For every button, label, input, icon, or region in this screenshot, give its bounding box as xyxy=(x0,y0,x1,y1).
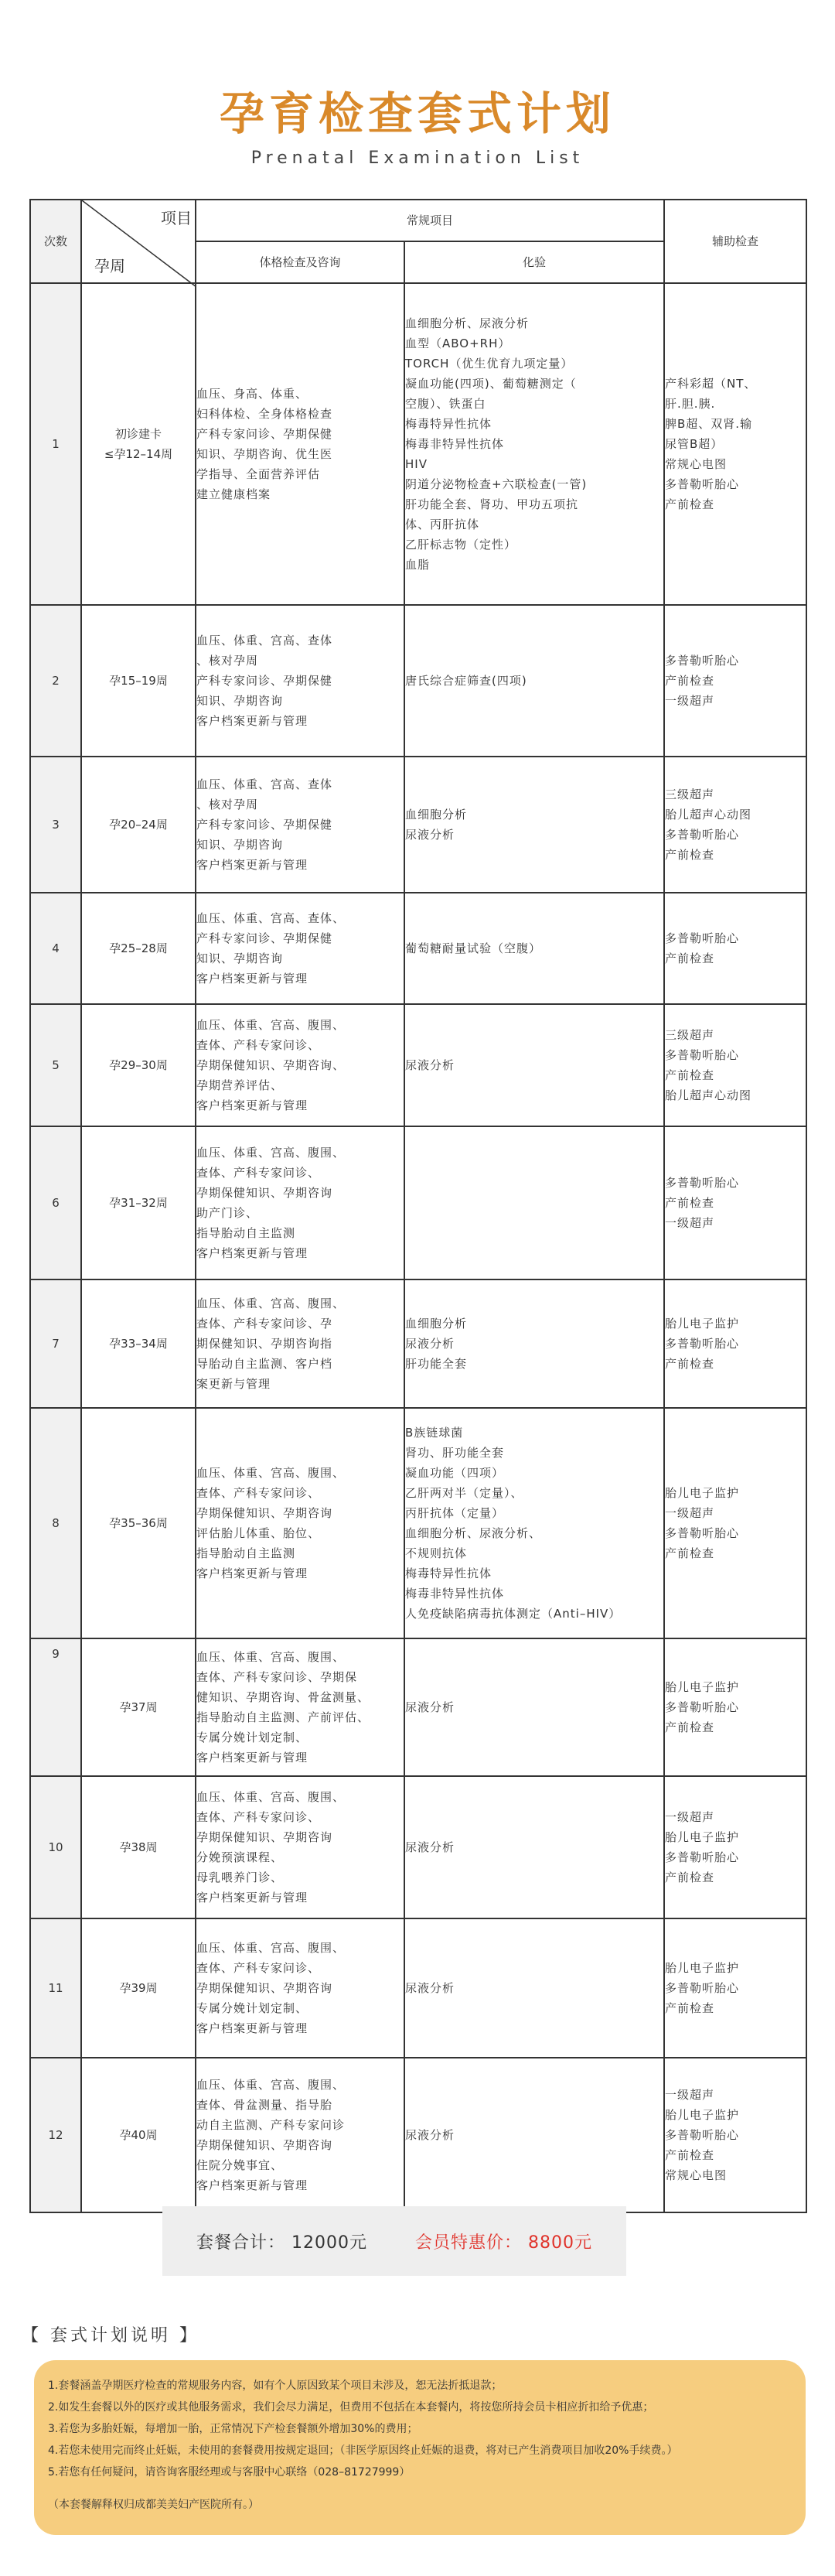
row-lab-tests xyxy=(404,757,664,893)
row-number: 10 xyxy=(30,1776,81,1918)
lab-line: 乙肝两对半（定量）、 xyxy=(405,1486,523,1500)
week-line: 初诊建卡 xyxy=(114,427,162,441)
table-row xyxy=(30,893,806,1004)
physical-line: 血压、体重、宫高、腹围、 xyxy=(196,1650,346,1664)
aux-line: 多普勒听胎心 xyxy=(665,654,740,668)
aux-line: 产前检查 xyxy=(665,2148,715,2162)
physical-line: 知识、孕期咨询 xyxy=(196,694,284,708)
physical-line: 查体、骨盆测量、指导胎 xyxy=(196,2098,333,2112)
lab-line: 血细胞分析 xyxy=(405,1317,468,1331)
row-aux-exam xyxy=(664,2058,806,2212)
physical-line: 学指导、全面营养评估 xyxy=(196,467,321,481)
physical-line: 专属分娩计划定制、 xyxy=(196,1730,308,1744)
aux-line: 产前检查 xyxy=(665,1546,715,1560)
physical-line: 血压、身高、体重、 xyxy=(196,387,308,401)
physical-line: 查体、产科专家问诊、 xyxy=(196,1486,321,1500)
notes-title: 【 套式计划说明 】 xyxy=(22,2326,199,2345)
aux-line: 多普勒听胎心 xyxy=(665,1526,740,1540)
table-row xyxy=(30,1776,806,1918)
row-week xyxy=(81,757,196,893)
lab-line: 血细胞分析、尿液分析 xyxy=(405,316,530,330)
lab-line: 血细胞分析 xyxy=(405,808,468,822)
aux-line: 多普勒听胎心 xyxy=(665,477,740,491)
physical-line: 客户档案更新与管理 xyxy=(196,2021,308,2035)
physical-line: 血压、体重、宫高、腹围、 xyxy=(196,1790,346,1804)
row-number: 3 xyxy=(30,757,81,893)
aux-line: 脾B超、双肾.输 xyxy=(665,417,753,431)
header-item: 项目 xyxy=(161,209,192,227)
physical-line: 助产门诊、 xyxy=(196,1206,259,1220)
row-physical-exam xyxy=(196,2058,404,2212)
header-physical: 体格检查及咨询 xyxy=(196,241,404,283)
header-regular: 常规项目 xyxy=(196,200,664,241)
physical-line: 孕期营养评估、 xyxy=(196,1078,284,1092)
price-bar xyxy=(162,2206,626,2276)
row-week xyxy=(81,1776,196,1918)
lab-line: 体、丙肝抗体 xyxy=(405,518,480,531)
table-row xyxy=(30,605,806,757)
aux-line: 产前检查 xyxy=(665,1720,715,1734)
row-physical-exam xyxy=(196,1638,404,1776)
aux-line: 胎儿电子监护 xyxy=(665,1830,740,1844)
physical-line: 知识、孕期咨询、优生医 xyxy=(196,447,333,461)
row-number: 6 xyxy=(30,1126,81,1279)
row-lab-tests xyxy=(404,283,664,605)
row-aux-exam xyxy=(664,757,806,893)
row-week xyxy=(81,1126,196,1279)
aux-line: 三级超声 xyxy=(665,1028,715,1042)
package-total-price: 套餐合计： 12000元 xyxy=(196,2233,367,2253)
aux-line: 胎儿电子监护 xyxy=(665,1317,740,1331)
physical-line: 客户档案更新与管理 xyxy=(196,1566,308,1580)
physical-line: 查体、产科专家问诊、 xyxy=(196,1961,321,1975)
week-line: 孕29–30周 xyxy=(109,1058,168,1072)
aux-line: 产前检查 xyxy=(665,497,715,511)
row-week xyxy=(81,1408,196,1638)
lab-line: HIV xyxy=(405,457,428,471)
aux-line: 三级超声 xyxy=(665,787,715,801)
lab-line: 乙肝标志物（定性） xyxy=(405,538,517,552)
row-lab-tests xyxy=(404,605,664,757)
physical-line: 血压、体重、宫高、查体 xyxy=(196,777,333,791)
physical-line: 指导胎动自主监测 xyxy=(196,1226,296,1240)
aux-line: 一级超声 xyxy=(665,694,715,708)
aux-line: 产前检查 xyxy=(665,848,715,862)
aux-line: 胎儿超声心动图 xyxy=(665,1088,752,1102)
physical-line: 专属分娩计划定制、 xyxy=(196,2001,308,2015)
aux-line: 常规心电图 xyxy=(665,2168,728,2182)
lab-line: 凝血功能（四项） xyxy=(405,1466,505,1480)
aux-line: 多普勒听胎心 xyxy=(665,828,740,842)
row-lab-tests xyxy=(404,1776,664,1918)
physical-line: 、核对孕周 xyxy=(196,654,259,668)
table-row xyxy=(30,1408,806,1638)
aux-line: 产前检查 xyxy=(665,2001,715,2015)
row-aux-exam xyxy=(664,283,806,605)
lab-line: 肝功能全套 xyxy=(405,1357,468,1371)
notes-box xyxy=(34,2360,806,2535)
lab-line: 血细胞分析、尿液分析、 xyxy=(405,1526,542,1540)
lab-line: 唐氏综合症筛查(四项) xyxy=(405,674,527,688)
row-physical-exam xyxy=(196,1126,404,1279)
physical-line: 妇科体检、全身体格检查 xyxy=(196,407,333,421)
physical-line: 客户档案更新与管理 xyxy=(196,1098,308,1112)
physical-line: 客户档案更新与管理 xyxy=(196,1246,308,1260)
physical-line: 客户档案更新与管理 xyxy=(196,1751,308,1765)
header-aux: 辅助检查 xyxy=(664,200,806,283)
header-week: 孕周 xyxy=(94,257,125,275)
aux-line: 多普勒听胎心 xyxy=(665,1981,740,1995)
lab-line: 梅毒非特异性抗体 xyxy=(405,437,505,451)
physical-line: 、核对孕周 xyxy=(196,798,259,811)
aux-line: 产前检查 xyxy=(665,951,715,965)
table-row xyxy=(30,757,806,893)
week-line: 孕20–24周 xyxy=(109,818,168,832)
aux-line: 尿管B超） xyxy=(665,437,724,451)
lab-line: TORCH（优生优育九项定量） xyxy=(405,357,574,371)
row-physical-exam xyxy=(196,893,404,1004)
table-row xyxy=(30,1279,806,1408)
week-line: 孕33–34周 xyxy=(109,1337,168,1351)
row-lab-tests xyxy=(404,893,664,1004)
table-row xyxy=(30,283,806,605)
lab-line: 肝功能全套、肾功、甲功五项抗 xyxy=(405,497,579,511)
physical-line: 孕期保健知识、孕期咨询 xyxy=(196,1830,333,1844)
physical-line: 血压、体重、宫高、腹围、 xyxy=(196,1146,346,1160)
row-aux-exam xyxy=(664,1918,806,2058)
row-number: 4 xyxy=(30,893,81,1004)
row-week xyxy=(81,2058,196,2212)
week-line: 孕37周 xyxy=(119,1700,158,1714)
physical-line: 客户档案更新与管理 xyxy=(196,1891,308,1905)
physical-line: 孕期保健知识、孕期咨询 xyxy=(196,1981,333,1995)
physical-line: 产科专家问诊、孕期保健 xyxy=(196,818,333,832)
row-physical-exam xyxy=(196,1279,404,1408)
physical-line: 指导胎动自主监测 xyxy=(196,1546,296,1560)
aux-line: 胎儿电子监护 xyxy=(665,2108,740,2122)
week-line: 孕39周 xyxy=(119,1981,158,1995)
aux-line: 多普勒听胎心 xyxy=(665,1850,740,1864)
row-physical-exam xyxy=(196,1918,404,2058)
physical-line: 产科专家问诊、孕期保健 xyxy=(196,427,333,441)
physical-line: 动自主监测、产科专家问诊 xyxy=(196,2118,346,2132)
physical-line: 血压、体重、宫高、腹围、 xyxy=(196,2078,346,2092)
lab-line: 丙肝抗体（定量） xyxy=(405,1506,505,1520)
physical-line: 产科专家问诊、孕期保健 xyxy=(196,931,333,945)
exam-plan-table xyxy=(29,199,807,2213)
aux-line: 肝.胆.胰. xyxy=(665,397,716,411)
row-lab-tests xyxy=(404,1004,664,1126)
lab-line: 尿液分析 xyxy=(405,1840,455,1854)
page-subtitle: Prenatal Examination List xyxy=(250,149,584,168)
header-lab: 化验 xyxy=(404,241,664,283)
page-title: 孕育检查套式计划 xyxy=(219,87,615,140)
lab-line: 血型（ABO+RH） xyxy=(405,337,511,350)
lab-line: 尿液分析 xyxy=(405,1981,455,1995)
row-physical-exam xyxy=(196,1004,404,1126)
lab-line: 空腹）、铁蛋白 xyxy=(405,397,486,411)
aux-line: 一级超声 xyxy=(665,1216,715,1230)
physical-line: 血压、体重、宫高、腹围、 xyxy=(196,1941,346,1955)
table-header-row xyxy=(30,200,806,241)
row-aux-exam xyxy=(664,1776,806,1918)
lab-line: 凝血功能(四项)、葡萄糖测定（ xyxy=(405,377,577,391)
physical-line: 查体、产科专家问诊、 xyxy=(196,1810,321,1824)
row-week xyxy=(81,1279,196,1408)
physical-line: 建立健康档案 xyxy=(196,487,271,501)
header-num: 次数 xyxy=(30,200,81,283)
week-line: 孕40周 xyxy=(119,2128,158,2142)
physical-line: 评估胎儿体重、胎位、 xyxy=(196,1526,321,1540)
lab-line: 阴道分泌物检查+六联检查(一管) xyxy=(405,477,588,491)
physical-line: 查体、产科专家问诊、 xyxy=(196,1166,321,1180)
row-number: 9 xyxy=(30,1638,81,1776)
physical-line: 知识、孕期咨询 xyxy=(196,951,284,965)
physical-line: 导胎动自主监测、客户档 xyxy=(196,1357,333,1371)
physical-line: 住院分娩事宜、 xyxy=(196,2158,284,2172)
physical-line: 客户档案更新与管理 xyxy=(196,858,308,872)
aux-line: 产前检查 xyxy=(665,1068,715,1082)
row-aux-exam xyxy=(664,1408,806,1638)
table-row xyxy=(30,1126,806,1279)
lab-line: 尿液分析 xyxy=(405,1058,455,1072)
row-number: 11 xyxy=(30,1918,81,2058)
lab-line: 尿液分析 xyxy=(405,2128,455,2142)
aux-line: 产前检查 xyxy=(665,1196,715,1210)
aux-line: 产科彩超（NT、 xyxy=(665,377,757,391)
aux-line: 一级超声 xyxy=(665,1810,715,1824)
aux-line: 产前检查 xyxy=(665,1871,715,1884)
week-line: 孕31–32周 xyxy=(109,1196,168,1210)
lab-line: 葡萄糖耐量试验（空腹） xyxy=(405,941,542,955)
row-lab-tests xyxy=(404,1918,664,2058)
physical-line: 孕期保健知识、孕期咨询、 xyxy=(196,1058,346,1072)
aux-line: 胎儿超声心动图 xyxy=(665,808,752,822)
row-number: 7 xyxy=(30,1279,81,1408)
row-lab-tests xyxy=(404,1638,664,1776)
row-aux-exam xyxy=(664,605,806,757)
lab-line: 梅毒特异性抗体 xyxy=(405,417,492,431)
aux-line: 多普勒听胎心 xyxy=(665,2128,740,2142)
week-line: 孕15–19周 xyxy=(109,674,168,688)
week-line: ≤孕12–14周 xyxy=(104,447,173,461)
aux-line: 一级超声 xyxy=(665,2088,715,2102)
physical-line: 血压、体重、宫高、查体 xyxy=(196,634,333,647)
row-week xyxy=(81,605,196,757)
row-physical-exam xyxy=(196,605,404,757)
physical-line: 血压、体重、宫高、腹围、 xyxy=(196,1297,346,1310)
row-week xyxy=(81,893,196,1004)
aux-line: 常规心电图 xyxy=(665,457,728,471)
table-row xyxy=(30,1638,806,1776)
lab-line: 尿液分析 xyxy=(405,1700,455,1714)
aux-line: 多普勒听胎心 xyxy=(665,1176,740,1190)
row-physical-exam xyxy=(196,757,404,893)
lab-line: B族链球菌 xyxy=(405,1426,464,1440)
row-week xyxy=(81,283,196,605)
physical-line: 查体、产科专家问诊、孕期保 xyxy=(196,1670,358,1684)
physical-line: 血压、体重、宫高、腹围、 xyxy=(196,1466,346,1480)
physical-line: 指导胎动自主监测、产前评估、 xyxy=(196,1710,370,1724)
row-lab-tests xyxy=(404,2058,664,2212)
aux-line: 多普勒听胎心 xyxy=(665,1048,740,1062)
physical-line: 血压、体重、宫高、查体、 xyxy=(196,911,346,925)
row-number: 8 xyxy=(30,1408,81,1638)
member-price: 会员特惠价： 8800元 xyxy=(415,2233,592,2253)
physical-line: 查体、产科专家问诊、 xyxy=(196,1038,321,1052)
physical-line: 客户档案更新与管理 xyxy=(196,972,308,986)
lab-line: 梅毒特异性抗体 xyxy=(405,1566,492,1580)
row-lab-tests xyxy=(404,1408,664,1638)
row-aux-exam xyxy=(664,1279,806,1408)
physical-line: 期保健知识、孕期咨询指 xyxy=(196,1337,333,1351)
physical-line: 孕期保健知识、孕期咨询 xyxy=(196,2138,333,2152)
note-line: 3.若您为多胎妊娠，每增加一胎，正常情况下产检套餐额外增加30%的费用； xyxy=(48,2423,418,2435)
physical-line: 案更新与管理 xyxy=(196,1377,271,1391)
note-line: 2.如发生套餐以外的医疗或其他服务需求，我们会尽力满足，但费用不包括在本套餐内，将按您所持会员卡相应折扣给予优惠； xyxy=(48,2401,654,2414)
row-number: 2 xyxy=(30,605,81,757)
lab-line: 人免疫缺陷病毒抗体测定（Anti–HIV） xyxy=(405,1607,622,1621)
header-item-week xyxy=(81,200,196,283)
physical-line: 健知识、孕期咨询、骨盆测量、 xyxy=(196,1690,370,1704)
lab-line: 不规则抗体 xyxy=(405,1546,468,1560)
aux-line: 胎儿电子监护 xyxy=(665,1680,740,1694)
physical-line: 血压、体重、宫高、腹围、 xyxy=(196,1018,346,1032)
aux-line: 胎儿电子监护 xyxy=(665,1486,740,1500)
physical-line: 孕期保健知识、孕期咨询 xyxy=(196,1506,333,1520)
physical-line: 孕期保健知识、孕期咨询 xyxy=(196,1186,333,1200)
physical-line: 客户档案更新与管理 xyxy=(196,2178,308,2192)
row-aux-exam xyxy=(664,1126,806,1279)
row-physical-exam xyxy=(196,1776,404,1918)
row-lab-tests xyxy=(404,1279,664,1408)
week-line: 孕35–36周 xyxy=(109,1516,168,1530)
table-row xyxy=(30,1004,806,1126)
table-row xyxy=(30,1918,806,2058)
lab-line: 血脂 xyxy=(405,558,431,572)
physical-line: 知识、孕期咨询 xyxy=(196,838,284,852)
row-physical-exam xyxy=(196,283,404,605)
row-week xyxy=(81,1918,196,2058)
lab-line: 尿液分析 xyxy=(405,828,455,842)
row-aux-exam xyxy=(664,893,806,1004)
lab-line: 肾功、肝功能全套 xyxy=(405,1446,505,1460)
physical-line: 分娩预演课程、 xyxy=(196,1850,284,1864)
row-number: 12 xyxy=(30,2058,81,2212)
note-line: 4.若您未使用完而终止妊娠，未使用的套餐费用按规定退回；（非医学原因终止妊娠的退费，将对已产生消费项目加收20%手续费。） xyxy=(48,2444,678,2457)
row-aux-exam xyxy=(664,1004,806,1126)
row-physical-exam xyxy=(196,1408,404,1638)
row-number: 5 xyxy=(30,1004,81,1126)
physical-line: 母乳喂养门诊、 xyxy=(196,1871,284,1884)
row-week xyxy=(81,1004,196,1126)
aux-line: 多普勒听胎心 xyxy=(665,931,740,945)
row-week xyxy=(81,1638,196,1776)
aux-line: 产前检查 xyxy=(665,1357,715,1371)
lab-line: 尿液分析 xyxy=(405,1337,455,1351)
aux-line: 产前检查 xyxy=(665,674,715,688)
aux-line: 多普勒听胎心 xyxy=(665,1337,740,1351)
note-line: （本套餐解释权归成都美美妇产医院所有。） xyxy=(48,2499,259,2511)
row-lab-tests xyxy=(404,1126,664,1279)
physical-line: 产科专家问诊、孕期保健 xyxy=(196,674,333,688)
aux-line: 一级超声 xyxy=(665,1506,715,1520)
note-line: 1.套餐涵盖孕期医疗检查的常规服务内容，如有个人原因致某个项目未涉及，恕无法折抵退款； xyxy=(48,2380,503,2392)
note-line: 5.若您有任何疑问，请咨询客服经理或与客服中心联络（028–81727999） xyxy=(48,2466,411,2479)
lab-line: 梅毒非特异性抗体 xyxy=(405,1587,505,1601)
row-aux-exam xyxy=(664,1638,806,1776)
physical-line: 客户档案更新与管理 xyxy=(196,714,308,728)
week-line: 孕38周 xyxy=(119,1840,158,1854)
week-line: 孕25–28周 xyxy=(109,941,168,955)
row-number: 1 xyxy=(30,283,81,605)
aux-line: 多普勒听胎心 xyxy=(665,1700,740,1714)
physical-line: 查体、产科专家问诊、孕 xyxy=(196,1317,333,1331)
aux-line: 胎儿电子监护 xyxy=(665,1961,740,1975)
table-row xyxy=(30,2058,806,2212)
